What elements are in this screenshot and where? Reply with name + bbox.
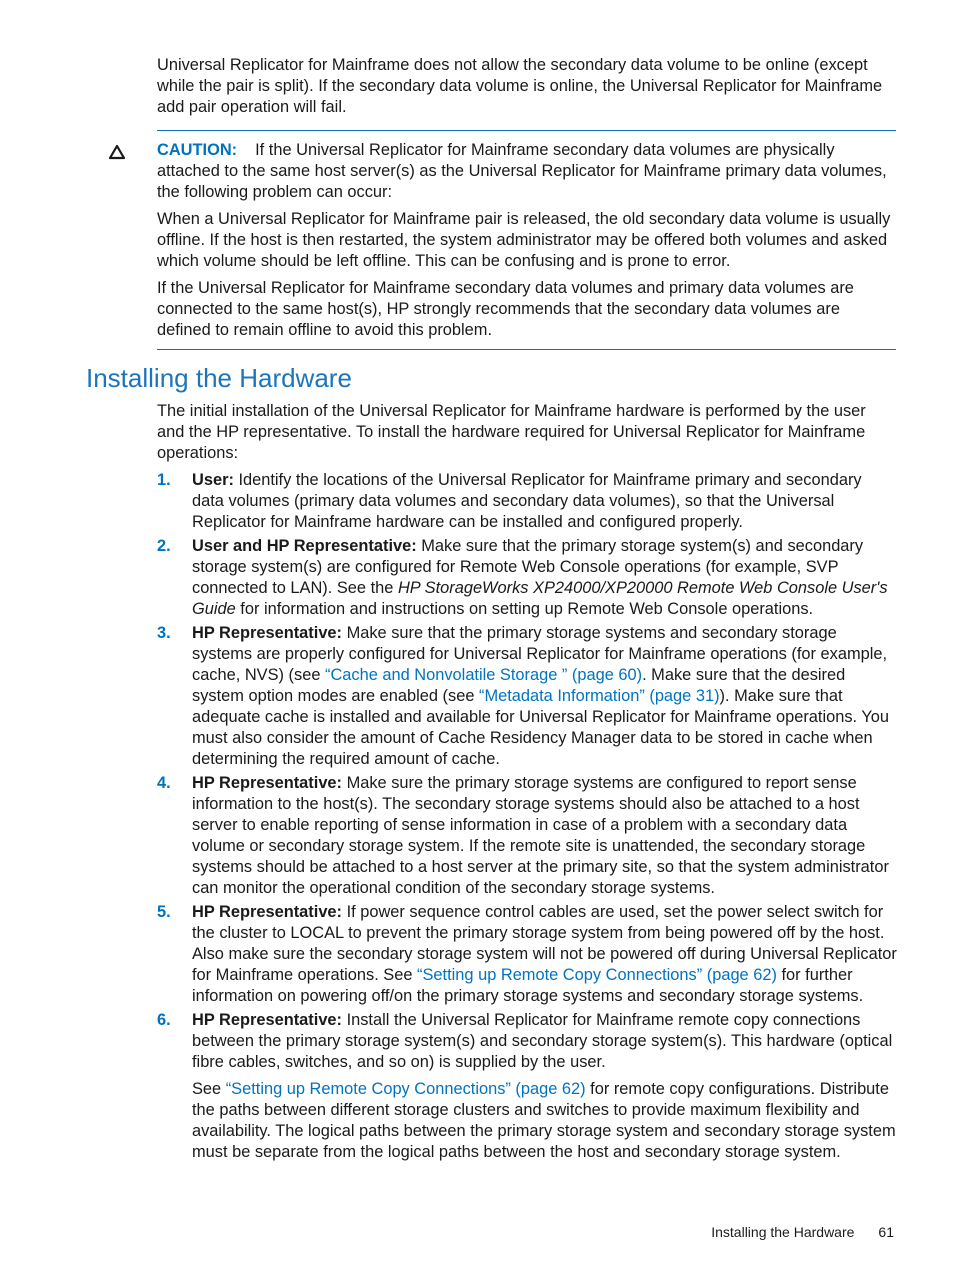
step-text: Install the Universal Replicator for Mainframe remote copy connections between the primary storage system(s) and secondary storage system(s). This hardware (optical fibre cables, switches, and so on) is supplied by the user. — [192, 1011, 893, 1071]
page-number: 61 — [878, 1224, 894, 1240]
step-text: Make sure that the primary storage systems and secondary storage systems are properly configured for Universal Replicator for Mainframe operations (for example, cache, NVS) (see — [192, 624, 888, 684]
step-number: 3. — [157, 624, 171, 642]
step-lead: HP Representative: — [192, 1011, 343, 1029]
footer-section-title: Installing the Hardware — [711, 1224, 855, 1240]
list-item — [157, 536, 897, 620]
step-lead: User and HP Representative: — [192, 537, 417, 555]
caution-box — [157, 130, 896, 350]
list-item — [157, 773, 897, 899]
cache-storage-link[interactable]: “Cache and Nonvolatile Storage ” (page 60) — [325, 666, 643, 684]
caution-label: CAUTION: — [157, 141, 238, 159]
section-heading: Installing the Hardware — [86, 363, 352, 393]
step-text: Identify the locations of the Universal Replicator for Mainframe primary and secondary data volumes (primary data volumes and secondary data volumes), so that the Universal Replicator for Mainframe hardware can be installed and configured properly. — [192, 471, 862, 531]
step-text: See — [192, 1080, 226, 1098]
step-text: . Make sure that the desired system option modes are enabled (see — [192, 666, 846, 705]
step-text: for remote copy configurations. Distribute the paths between different storage clusters and switches to provide maximum flexibility and availability. The logical paths between the primary storage system and secondary storage system must be separate from the logical paths between the host and secondary storage system. — [192, 1080, 896, 1161]
step-number: 2. — [157, 537, 171, 555]
step-number: 1. — [157, 471, 171, 489]
step-text: ). Make sure that adequate cache is installed and available for Universal Replicator for Mainframe operations. You must also consider the amount of Cache Residency Manager data to be stored in cache when determining the required amount of cache. — [192, 687, 890, 768]
step-text: Make sure that the primary storage system(s) and secondary storage system(s) are configured for Remote Web Console operations (for example, SVP connected to LAN). See the — [192, 537, 864, 597]
caution-paragraph-2: When a Universal Replicator for Mainframe pair is released, the old secondary data volume is usually offline. If the host is then restarted, the system administrator may be offered both volumes and asked which volume should be left offline. This can be confusing and is prone to error. — [157, 210, 891, 270]
step-lead: User: — [192, 471, 234, 489]
caution-paragraph — [157, 140, 896, 203]
step-number: 5. — [157, 903, 171, 921]
guide-title: HP StorageWorks XP24000/XP20000 Remote Web Console User's Guide — [192, 579, 888, 618]
list-item — [157, 1010, 897, 1163]
remote-copy-link[interactable]: “Setting up Remote Copy Connections” (page 62) — [225, 1080, 586, 1098]
steps-list — [157, 470, 897, 1166]
intro-paragraph: Universal Replicator for Mainframe does not allow the secondary data volume to be online (except while the pair is split). If the secondary data volume is online, the Universal Replicator for Mainframe add pair operation will fail. — [157, 56, 883, 116]
step-number: 6. — [157, 1011, 171, 1029]
caution-text: If the Universal Replicator for Mainframe secondary data volumes are physically attached to the same host server(s) as the Universal Replicator for Mainframe primary data volumes, the following problem can occur: — [157, 141, 887, 201]
remote-copy-link[interactable]: “Setting up Remote Copy Connections” (page 62) — [417, 966, 777, 984]
list-item — [157, 623, 897, 770]
step-number: 4. — [157, 774, 171, 792]
step-text: If power sequence control cables are used, set the power select switch for the cluster to LOCAL to prevent the primary storage system from being powered off by the host. Also make sure the secondary storage system will not be powered off during Universal Replicator for Mainframe operations. See — [192, 903, 897, 984]
step-sub-paragraph — [192, 1079, 897, 1163]
step-text: for further information on powering off/on the primary storage systems and secondary storage systems. — [192, 966, 864, 1005]
caution-paragraph-3: If the Universal Replicator for Mainframe secondary data volumes and primary data volumes are connected to the same host(s), HP strongly recommends that the secondary data volumes are defined to remain offline to avoid this problem. — [157, 279, 854, 339]
list-item — [157, 902, 897, 1007]
metadata-info-link[interactable]: “Metadata Information” (page 31) — [479, 687, 720, 705]
step-lead: HP Representative: — [192, 903, 343, 921]
step-text: Make sure the primary storage systems are configured to report sense information to the host(s). The secondary storage systems should also be attached to a host server to enable reporting of sense information in case of a problem with a secondary data volume or secondary storage system. If the remote site is unattended, the secondary storage systems should be attached to a host server at the primary site, so that the system administrator can monitor the operational condition of the secondary storage systems. — [192, 774, 889, 897]
caution-icon — [108, 144, 126, 160]
step-lead: HP Representative: — [192, 624, 343, 642]
step-text: for information and instructions on setting up Remote Web Console operations. — [235, 600, 814, 618]
step-lead: HP Representative: — [192, 774, 343, 792]
section-intro: The initial installation of the Universal Replicator for Mainframe hardware is performed by the user and the HP representative. To install the hardware required for Universal Replicator for Mainframe operations: — [157, 402, 866, 462]
list-item — [157, 470, 897, 533]
page-footer — [711, 1222, 894, 1243]
